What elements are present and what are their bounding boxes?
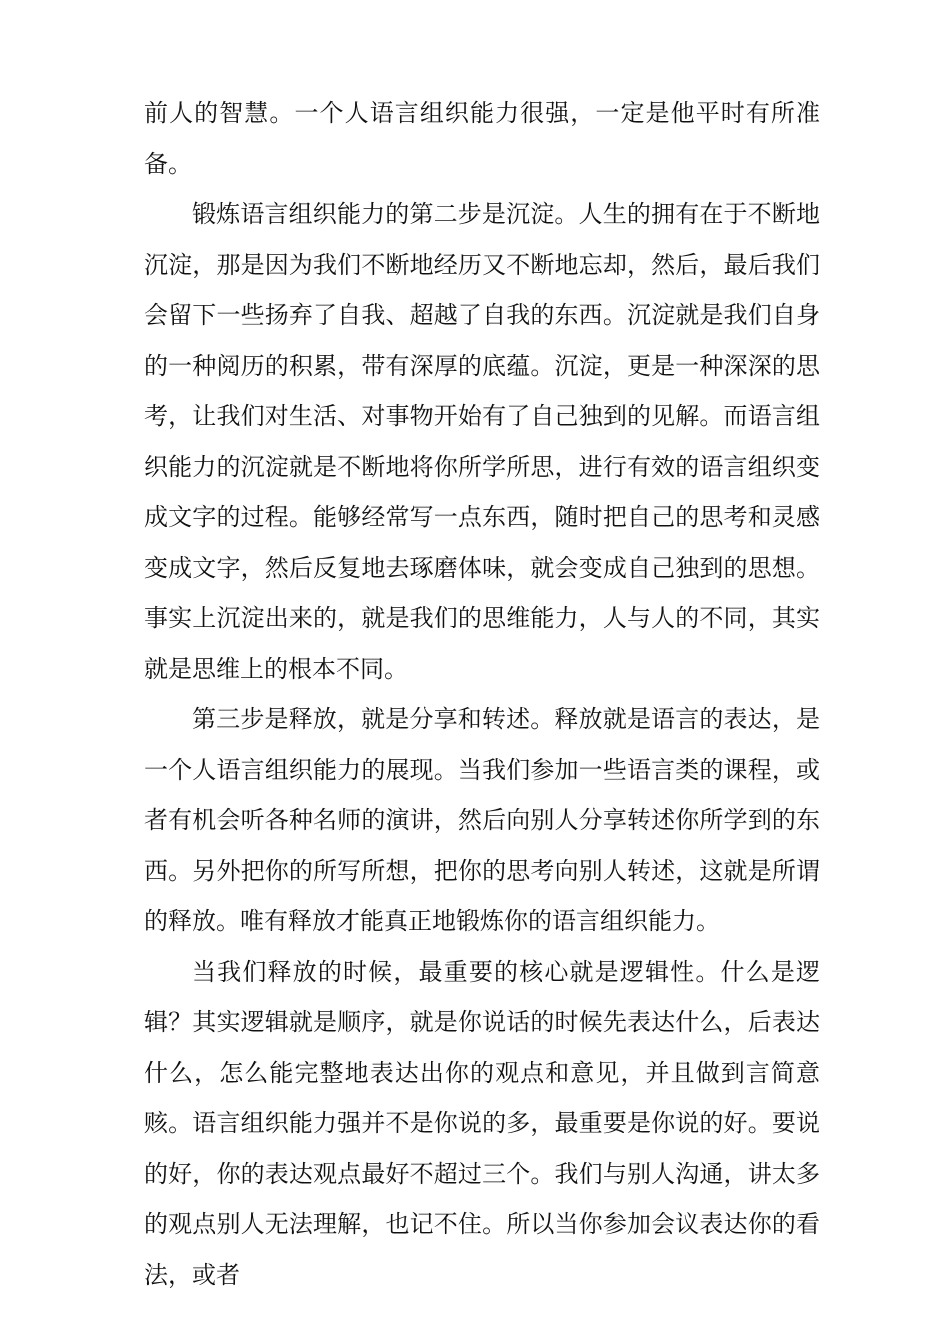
paragraph-continuation: 前人的智慧。一个人语言组织能力很强，一定是他平时有所准备。 — [144, 99, 820, 178]
paragraph-step-two: 锻炼语言组织能力的第二步是沉淀。人生的拥有在于不断地沉淀，那是因为我们不断地经历又不断地忘却，然后，最后我们会留下一些扬弃了自我、超越了自我的东西。沉淀就是我们自身的一种阅历的积累，带有深厚的底蕴。沉淀，更是一种深深的思考，让我们对生活、对事物开始有了自己独到的见解。而语言组织能力的沉淀就是不断地将你所学所思，进行有效的语言组织变成文字的过程。能够经常写一点东西，随时把自己的思考和灵感变成文字，然后反复地去琢磨体味，就会变成自己独到的思想。事实上沉淀出来的，就是我们的思维能力，人与人的不同，其实就是思维上的根本不同。 — [144, 200, 820, 683]
paragraph-logic: 当我们释放的时候，最重要的核心就是逻辑性。什么是逻辑？其实逻辑就是顺序，就是你说话的时候先表达什么，后表达什么，怎么能完整地表达出你的观点和意见，并且做到言简意赅。语言组织能力强并不是你说的多，最重要是你说的好。要说的好，你的表达观点最好不超过三个。我们与别人沟通，讲太多的观点别人无法理解，也记不住。所以当你参加会议表达你的看法，或者 — [144, 957, 820, 1289]
document-body — [144, 88, 820, 1300]
paragraph-step-three: 第三步是释放，就是分享和转述。释放就是语言的表达，是一个人语言组织能力的展现。当我们参加一些语言类的课程，或者有机会听各种名师的演讲，然后向别人分享转述你所学到的东西。另外把你的所写所想，把你的思考向别人转述，这就是所谓的释放。唯有释放才能真正地锻炼你的语言组织能力。 — [144, 705, 820, 935]
